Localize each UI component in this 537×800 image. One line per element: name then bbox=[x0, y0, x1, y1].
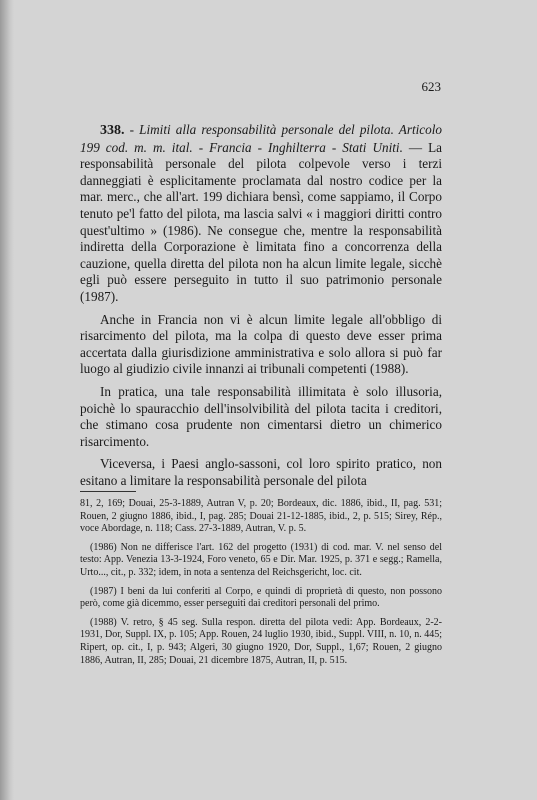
paragraph-4: Viceversa, i Paesi anglo-sassoni, col loro spirito pratico, non esitano a limitare la responsabilità personale del pilota bbox=[80, 456, 442, 488]
footnote-divider bbox=[80, 491, 136, 492]
main-text bbox=[80, 122, 442, 489]
section-title: - Limiti alla responsabilità personale del pilota. Articolo 199 cod. m. m. ital. - Francia - Inghilterra - Stati Uniti. bbox=[80, 122, 443, 155]
paragraph-3: In pratica, una tale responsabilità illimitata è solo illusoria, poichè lo spauracchio dell'insolvibilità del pilota tacita i creditori, che stimano cosa prudente non cimentarsi dietro un chimerico risarcimento. bbox=[80, 383, 442, 449]
footnote-1988: (1988) V. retro, § 45 seg. Sulla respon. diretta del pilota vedi: App. Bordeaux, 2-2-1931, Dor, Suppl. IX, p. 105; App. Rouen, 24 luglio 1930, ibid., Suppl. VIII, n. 10, n. 445; Ripert, op. cit., I, p. 943; Algeri, 30 giugno 1920, Dor, Suppl., 1,67; Rouen, 2 giugno 1886, Autran, II, 285; Douai, 21 dicembre 1875, Autran, II, p. 515. bbox=[80, 616, 442, 666]
footnote-continuation: 81, 2, 169; Douai, 25-3-1889, Autran V, p. 20; Bordeaux, dic. 1886, ibid., II, pag. 531; Rouen, 2 giugno 1886, ibid., I, pag. 285; Douai 21-12-1885, ibid., 2, p. 515; Sirey, Rép., voce Abordage, n. 118; Cass. 27-3-1889, Autran, V. p. 5. bbox=[80, 498, 442, 535]
footnotes bbox=[80, 498, 442, 667]
footnote-1987: (1987) I beni da lui conferiti al Corpo, e quindi di proprietà di questo, non possono però, come già dicemmo, esser perseguiti dai creditori personali del primo. bbox=[80, 585, 442, 610]
page-number: 623 bbox=[421, 79, 441, 94]
paragraph-2: Anche in Francia non vi è alcun limite legale all'obbligo di risarcimento del pilota, ma la colpa di questo deve esser prima accertata dalla giurisdizione amministrativa e solo allora si può far luogo al giudizio civile innanzi ai tribunali competenti (1988). bbox=[80, 311, 442, 377]
footnote-1986: (1986) Non ne differisce l'art. 162 del progetto (1931) di cod. mar. V. nel senso del testo: App. Venezia 13-3-1924, Foro veneto, 65 e Dir. Mar. 1925, p. 371 e segg.; Ramella, Urto..., cit., p. 332; idem, in nota a sentenza del Reichsgericht, loc. cit. bbox=[80, 541, 442, 578]
section-number: 338. bbox=[100, 123, 125, 138]
page-gutter-shadow bbox=[0, 0, 14, 800]
paragraph-1-text: — La responsabilità personale del pilota colpevole verso i terzi danneggiati è esplicitamente proclamata dal nostro codice per la mar. merc., che all'art. 199 dichiara bensì, come sappiamo, il Corpo tenuto pe'l fatto del pilota, ma lascia salvi « i maggiori diritti contro quest'ultimo » (1986). Ne consegue che, mentre la responsabilità indiretta della Corporazione è limitata fino a concorrenza della cauzione, quella diretta del pilota non ha alcun limite legale, sicchè egli può essere perseguito in tutto il suo patrimonio personale (1987). bbox=[80, 139, 442, 304]
section-heading-paragraph bbox=[80, 122, 442, 306]
